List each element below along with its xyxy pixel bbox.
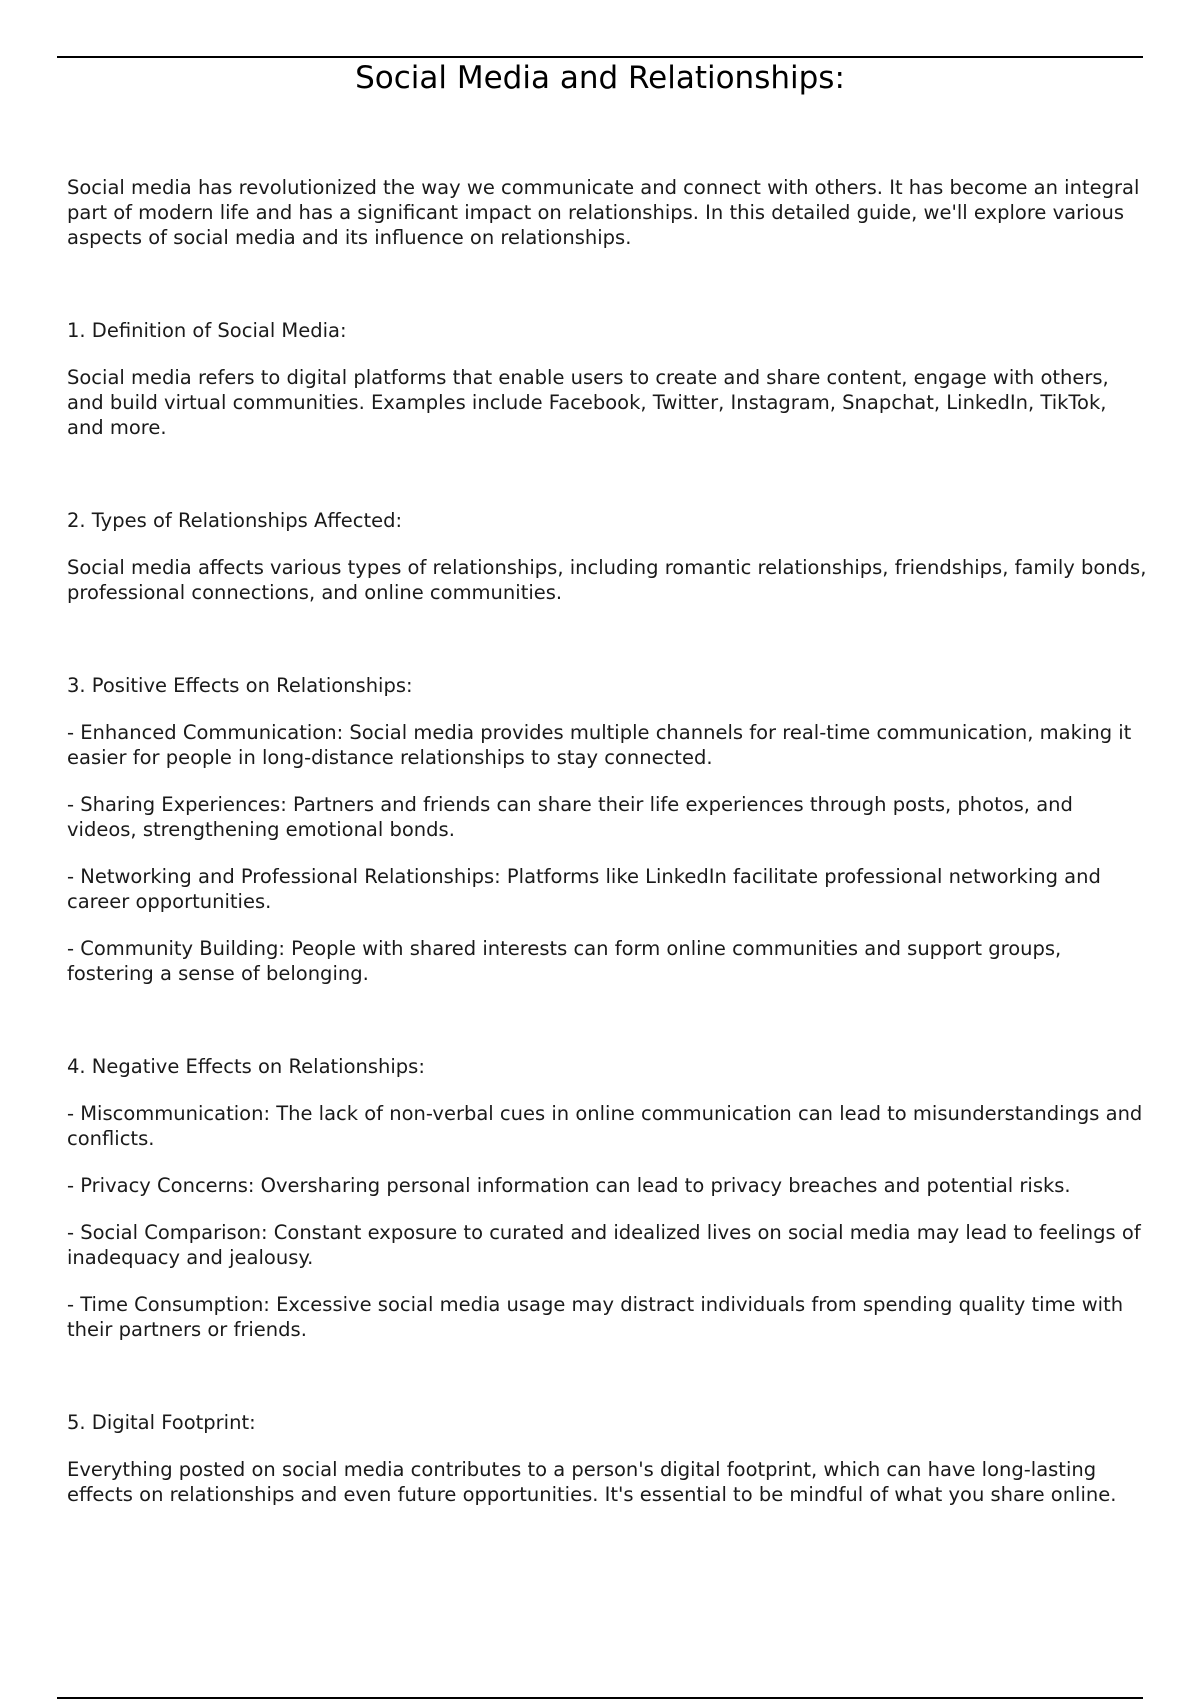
section-types	[67, 508, 1147, 605]
section-paragraph: Social media affects various types of relationships, including romantic relationships, friendships, family bonds, professional connections, and online communities.	[67, 556, 1147, 604]
section-heading: 3. Positive Effects on Relationships:	[67, 674, 413, 697]
intro-paragraph: Social media has revolutionized the way we communicate and connect with others. It has become an integral part of modern life and has a significant impact on relationships. In this detailed guide, we'll explore various aspects of social media and its influence on relationships.	[67, 176, 1140, 249]
section-paragraph: Everything posted on social media contributes to a person's digital footprint, which can have long-lasting effects on relationships and even future opportunities. It's essential to be mindful of what you share online.	[67, 1458, 1117, 1506]
section-heading: 1. Definition of Social Media:	[67, 319, 347, 342]
section-heading: 5. Digital Footprint:	[67, 1411, 256, 1434]
section-heading: 2. Types of Relationships Affected:	[67, 509, 403, 532]
document-title: Social Media and Relationships:	[355, 60, 845, 96]
section-paragraph: Social media refers to digital platforms that enable users to create and share content, engage with others, and build virtual communities. Examples include Facebook, Twitter, Instagram, Snapchat, LinkedIn, TikTok, and more.	[67, 366, 1109, 439]
bullet-paragraph: - Enhanced Communication: Social media provides multiple channels for real-time communication, making it easier for people in long-distance relationships to stay connected.	[67, 721, 1132, 769]
bullet-paragraph: - Privacy Concerns: Oversharing personal information can lead to privacy breaches and potential risks.	[67, 1174, 1071, 1197]
bullet-paragraph: - Miscommunication: The lack of non-verbal cues in online communication can lead to misunderstandings and conflicts.	[67, 1102, 1143, 1150]
section-definition	[67, 318, 1147, 440]
bullet-paragraph: - Time Consumption: Excessive social media usage may distract individuals from spending quality time with their partners or friends.	[67, 1293, 1124, 1341]
bullet-paragraph: - Social Comparison: Constant exposure to curated and idealized lives on social media may lead to feelings of inadequacy and jealousy.	[67, 1221, 1141, 1269]
section-heading: 4. Negative Effects on Relationships:	[67, 1055, 425, 1078]
bullet-paragraph: - Networking and Professional Relationships: Platforms like LinkedIn facilitate professional networking and career opportunities.	[67, 865, 1101, 913]
document-body	[67, 175, 1147, 1575]
bullet-paragraph: - Community Building: People with shared interests can form online communities and support groups, fostering a sense of belonging.	[67, 937, 1062, 985]
section-digital-footprint	[67, 1410, 1147, 1507]
bullet-paragraph: - Sharing Experiences: Partners and friends can share their life experiences through posts, photos, and videos, strengthening emotional bonds.	[67, 793, 1073, 841]
section-positive-effects	[67, 673, 1147, 986]
bottom-rule	[57, 1697, 1143, 1699]
section-negative-effects	[67, 1054, 1147, 1342]
